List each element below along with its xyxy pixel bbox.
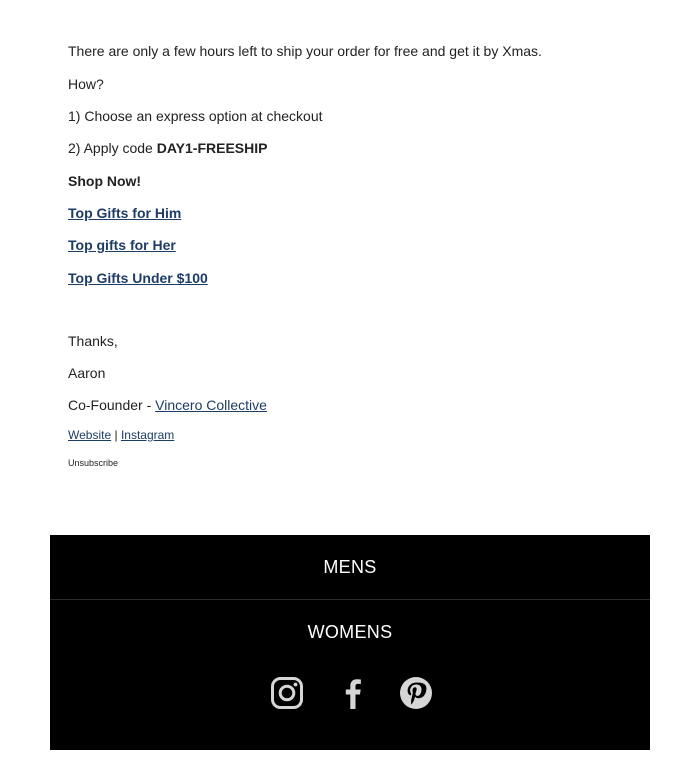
how-text: How? [68,76,104,92]
nav-mens-link[interactable]: MENS [323,556,377,577]
unsubscribe-row [68,458,118,468]
top-gifts-him-link[interactable]: Top Gifts for Him [68,205,182,221]
step-2-text [68,139,267,157]
link-row-under-100 [68,269,208,287]
title-prefix: Co-Founder - [68,397,156,413]
link-row-her [68,236,176,254]
unsubscribe-link[interactable]: Unsubscribe [68,458,119,468]
step-1-text: 1) Choose an express option at checkout [68,108,323,124]
company-link[interactable]: Vincero Collective [155,397,267,413]
website-link[interactable]: Website [68,428,112,442]
thanks-text: Thanks, [68,333,118,349]
nav-womens-link[interactable]: WOMENS [307,621,393,642]
link-separator: | [111,428,121,442]
link-row-him [68,204,181,222]
signature-name: Aaron [68,365,106,381]
secondary-links [68,428,174,442]
promo-code: DAY1-FREESHIP [156,140,268,156]
instagram-link[interactable]: Instagram [120,428,175,442]
step-2-prefix: 2) Apply code [68,140,157,156]
signature-title [68,396,267,414]
footer [50,535,650,750]
pinterest-icon[interactable] [399,676,433,710]
intro-text: There are only a few hours left to ship your order for free and get it by Xmas. [68,43,542,59]
pinterest-icon-graphic [399,676,433,710]
facebook-icon[interactable] [336,676,370,710]
facebook-icon-graphic [336,676,370,710]
social-icons [50,676,650,712]
top-gifts-her-link[interactable]: Top gifts for Her [68,237,176,253]
shop-now-heading: Shop Now! [68,173,142,189]
top-gifts-under-100-link[interactable]: Top Gifts Under $100 [68,270,208,286]
instagram-icon[interactable] [270,676,304,710]
instagram-icon-graphic [270,676,304,710]
